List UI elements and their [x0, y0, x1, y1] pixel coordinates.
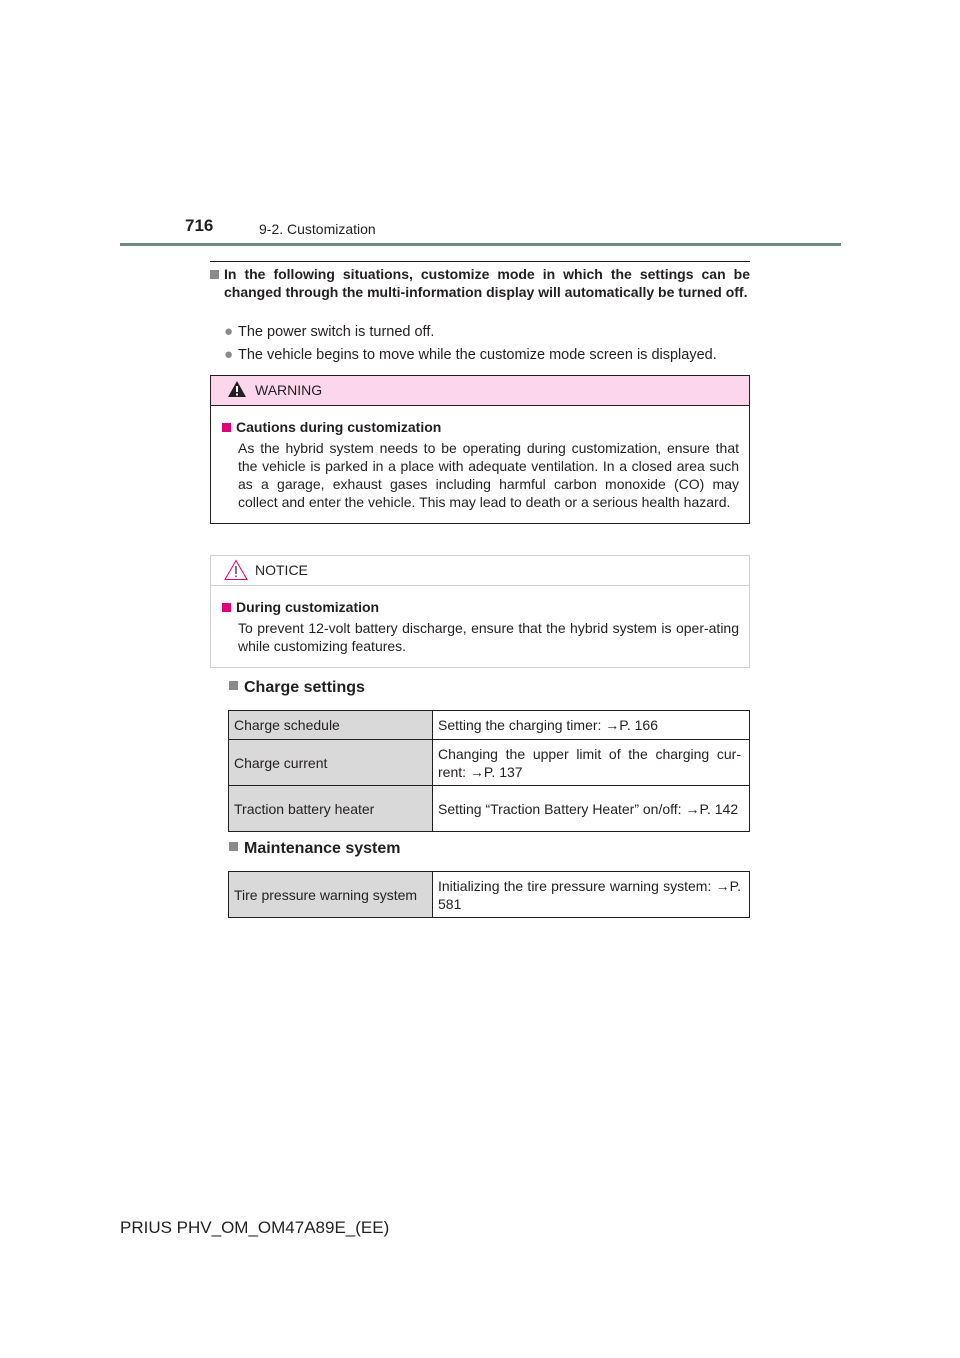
notice-header: [211, 556, 749, 586]
maintenance-heading: [229, 840, 401, 858]
header-rule: [120, 243, 841, 246]
table-value-cell: Setting “Traction Battery Heater” on/off: →P. 142: [433, 786, 750, 832]
square-bullet-icon: [222, 603, 231, 612]
square-bullet-icon: [210, 270, 219, 279]
notice-title: NOTICE: [255, 562, 308, 578]
warning-text: As the hybrid system needs to be operating during customization, ensure that the vehicle is parked in a place with adequate ventilation. In a closed area such as a garage, exhaust gases including harmful carbon monoxide (CO) may collect and enter the vehicle. This may lead to death or a serious health hazard.: [238, 440, 739, 510]
notice-box: [210, 555, 750, 668]
maintenance-table: [228, 871, 750, 918]
table-label-cell: Charge current: [229, 740, 433, 786]
divider: [210, 261, 750, 262]
table-label-cell: Traction battery heater: [229, 786, 433, 832]
list-item-text: The power switch is turned off.: [238, 324, 435, 340]
intro-heading-text: In the following situations, customize mode in which the settings can be changed through the multi-information display will automatically be turned off.: [224, 266, 750, 300]
table-label-cell: Tire pressure warning system: [229, 872, 433, 918]
warning-triangle-icon: [227, 380, 247, 398]
charge-settings-table: [228, 710, 750, 832]
table-row: [229, 740, 750, 786]
list-item-text: The vehicle begins to move while the customize mode screen is displayed.: [238, 347, 717, 363]
notice-text: To prevent 12-volt battery discharge, ensure that the hybrid system is oper-ating while customizing features.: [238, 620, 739, 654]
square-bullet-icon: [222, 423, 231, 432]
warning-body: [211, 406, 749, 523]
page-number: 716: [185, 216, 214, 235]
warning-title: WARNING: [255, 382, 323, 398]
warning-subheading-text: Cautions during customization: [236, 419, 442, 435]
warning-box: [210, 375, 750, 524]
notice-body: [211, 586, 749, 667]
table-value-cell: Initializing the tire pressure warning system: →P. 581: [433, 872, 750, 918]
charge-settings-heading-text: Charge settings: [244, 679, 365, 696]
warning-subheading: [222, 419, 739, 436]
warning-header: [211, 376, 749, 406]
table-value-cell: Changing the upper limit of the charging cur-rent: →P. 137: [433, 740, 750, 786]
table-value-cell: Setting the charging timer: →P. 166: [433, 711, 750, 740]
square-bullet-icon: [229, 842, 238, 851]
maintenance-heading-text: Maintenance system: [244, 840, 401, 857]
intro-heading: [210, 266, 750, 301]
notice-subheading-text: During customization: [236, 599, 380, 615]
list-item: [224, 346, 717, 364]
dot-bullet-icon: ●: [224, 323, 234, 340]
square-bullet-icon: [229, 681, 238, 690]
list-item: [224, 323, 434, 341]
table-row: [229, 786, 750, 832]
caution-triangle-icon: [224, 559, 248, 581]
section-title: 9-2. Customization: [259, 221, 376, 237]
table-row: [229, 872, 750, 918]
table-label-cell: Charge schedule: [229, 711, 433, 740]
notice-subheading: [222, 599, 739, 616]
table-row: [229, 711, 750, 740]
dot-bullet-icon: ●: [224, 346, 234, 363]
document-code: PRIUS PHV_OM_OM47A89E_(EE): [120, 1218, 390, 1237]
charge-settings-heading: [229, 679, 365, 697]
